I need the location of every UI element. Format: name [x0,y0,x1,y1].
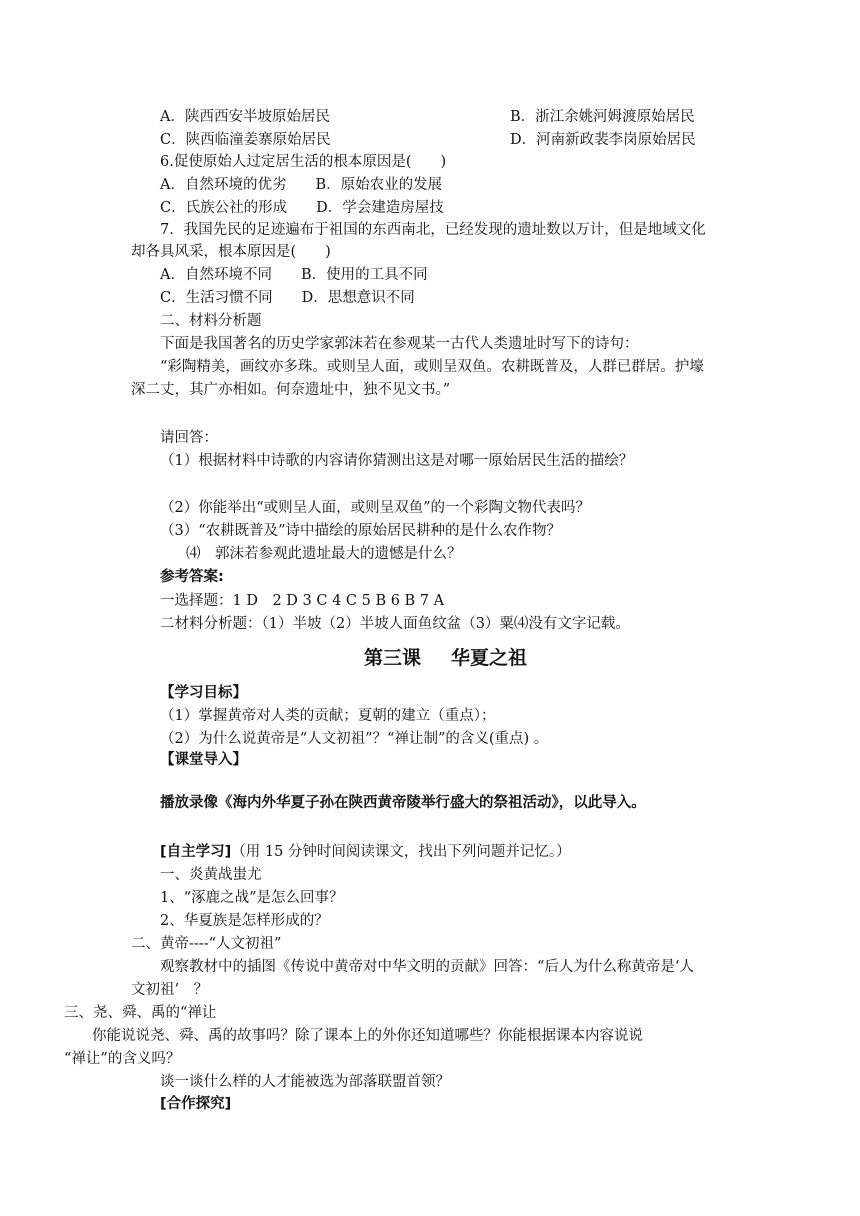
q5-option-d: D．河南新政裴李岗原始居民 [510,132,696,148]
q6-options-ab: A．自然环境的优劣 B．原始农业的发展 [160,177,443,193]
q7-options-cd: C．生活习惯不同 D．思想意识不同 [160,290,415,306]
self-study-line [160,842,571,862]
self-study-label: [自主学习] [160,844,232,860]
answers-heading: 参考答案: [160,569,224,585]
lesson-number: 第三课 [364,647,422,669]
goals-heading: 【学习目标】 [160,685,247,701]
section3-text-line1: 你能说说尧、舜、禹的故事吗？除了课本上的外你还知道哪些？你能根据课本内容说说 [92,1028,643,1044]
material-heading: 二、材料分析题 [160,313,262,329]
q6-stem: 6.促使原始人过定居生活的根本原因是( ) [160,154,447,170]
q7-options-ab: A．自然环境不同 B．使用的工具不同 [160,267,428,283]
q6-options-cd: C．氏族公社的形成 D．学会建造房屋技 [160,200,444,216]
q5-option-a: A．陕西西安半坡原始居民 [160,109,330,125]
q7-stem-line2: 却各具风采，根本原因是( ) [131,244,331,260]
self-study-instructions: （用 15 分钟时间阅读课文，找出下列问题并记忆。） [231,844,571,860]
material-q2: （2）你能举出“或则呈人面，或则呈双鱼”的一个彩陶文物代表吗？ [160,500,591,516]
material-poem-line1: “彩陶精美，画纹亦多珠。或则呈人面，或则呈双鱼。农耕既普及，人群已群居。护壕 [160,359,704,375]
goal-2: （2）为什么说黄帝是“人文初祖”？“禅让制”的含义(重点) 。 [160,731,549,747]
coop-heading: [合作探究] [160,1096,232,1112]
material-poem-line2: 深二丈，其广亦相如。何奈遗址中，独不见文书。” [131,382,451,398]
answers-choice: 一选择题：1 D 2 D 3 C 4 C 5 B 6 B 7 A [160,593,445,609]
section1-q2: 2、华夏族是怎样形成的？ [160,913,329,929]
section2-text-line2: 文初祖’ ？ [131,982,209,998]
q5-option-c: C．陕西临潼姜寨原始居民 [160,132,331,148]
q5-option-b: B．浙江余姚河姆渡原始居民 [510,109,695,125]
section3-text-line3: 谈一谈什么样的人才能被选为部落联盟首领？ [160,1074,450,1090]
lesson-name: 华夏之祖 [451,647,528,669]
material-q3: （3）“农耕既普及”诗中描绘的原始居民耕种的是什么农作物？ [160,523,562,539]
material-q4: ⑷ 郭沫若参观此遗址最大的遗憾是什么？ [186,546,462,562]
section2-text-line1: 观察教材中的插图《传说中黄帝对中华文明的贡献》回答：“后人为什么称黄帝是‘人 [160,959,695,975]
material-intro: 下面是我国著名的历史学家郭沫若在参观某一古代人类遗址时写下的诗句： [160,336,639,352]
intro-text: 播放录像《海内外华夏子孙在陕西黄帝陵举行盛大的祭祖活动》，以此导入。 [160,795,646,811]
section1-q1: 1、“涿鹿之战”是怎么回事？ [160,890,344,906]
section2-heading: 二、黄帝----“人文初祖” [131,936,282,952]
q7-stem-line1: 7．我国先民的足迹遍布于祖国的东西南北，已经发现的遗址数以万计，但是地域文化 [160,222,706,238]
intro-heading: 【课堂导入】 [160,752,247,768]
lesson-title [364,648,527,668]
material-q1: （1）根据材料中诗歌的内容请你猜测出这是对哪一原始居民生活的描绘？ [160,453,634,469]
answers-analysis: 二材料分析题：（1）半坡（2）半坡人面鱼纹盆（3）粟⑷没有文字记载。 [160,616,630,632]
section3-heading: 三、尧、舜、禹的“禅让 [64,1005,217,1021]
material-ask: 请回答： [160,430,218,446]
section1-heading: 一、炎黄战蚩尤 [160,867,262,883]
section3-text-line2: “禅让”的含义吗？ [64,1051,181,1067]
goal-1: （1）掌握黄帝对人类的贡献；夏朝的建立（重点）； [160,708,496,724]
